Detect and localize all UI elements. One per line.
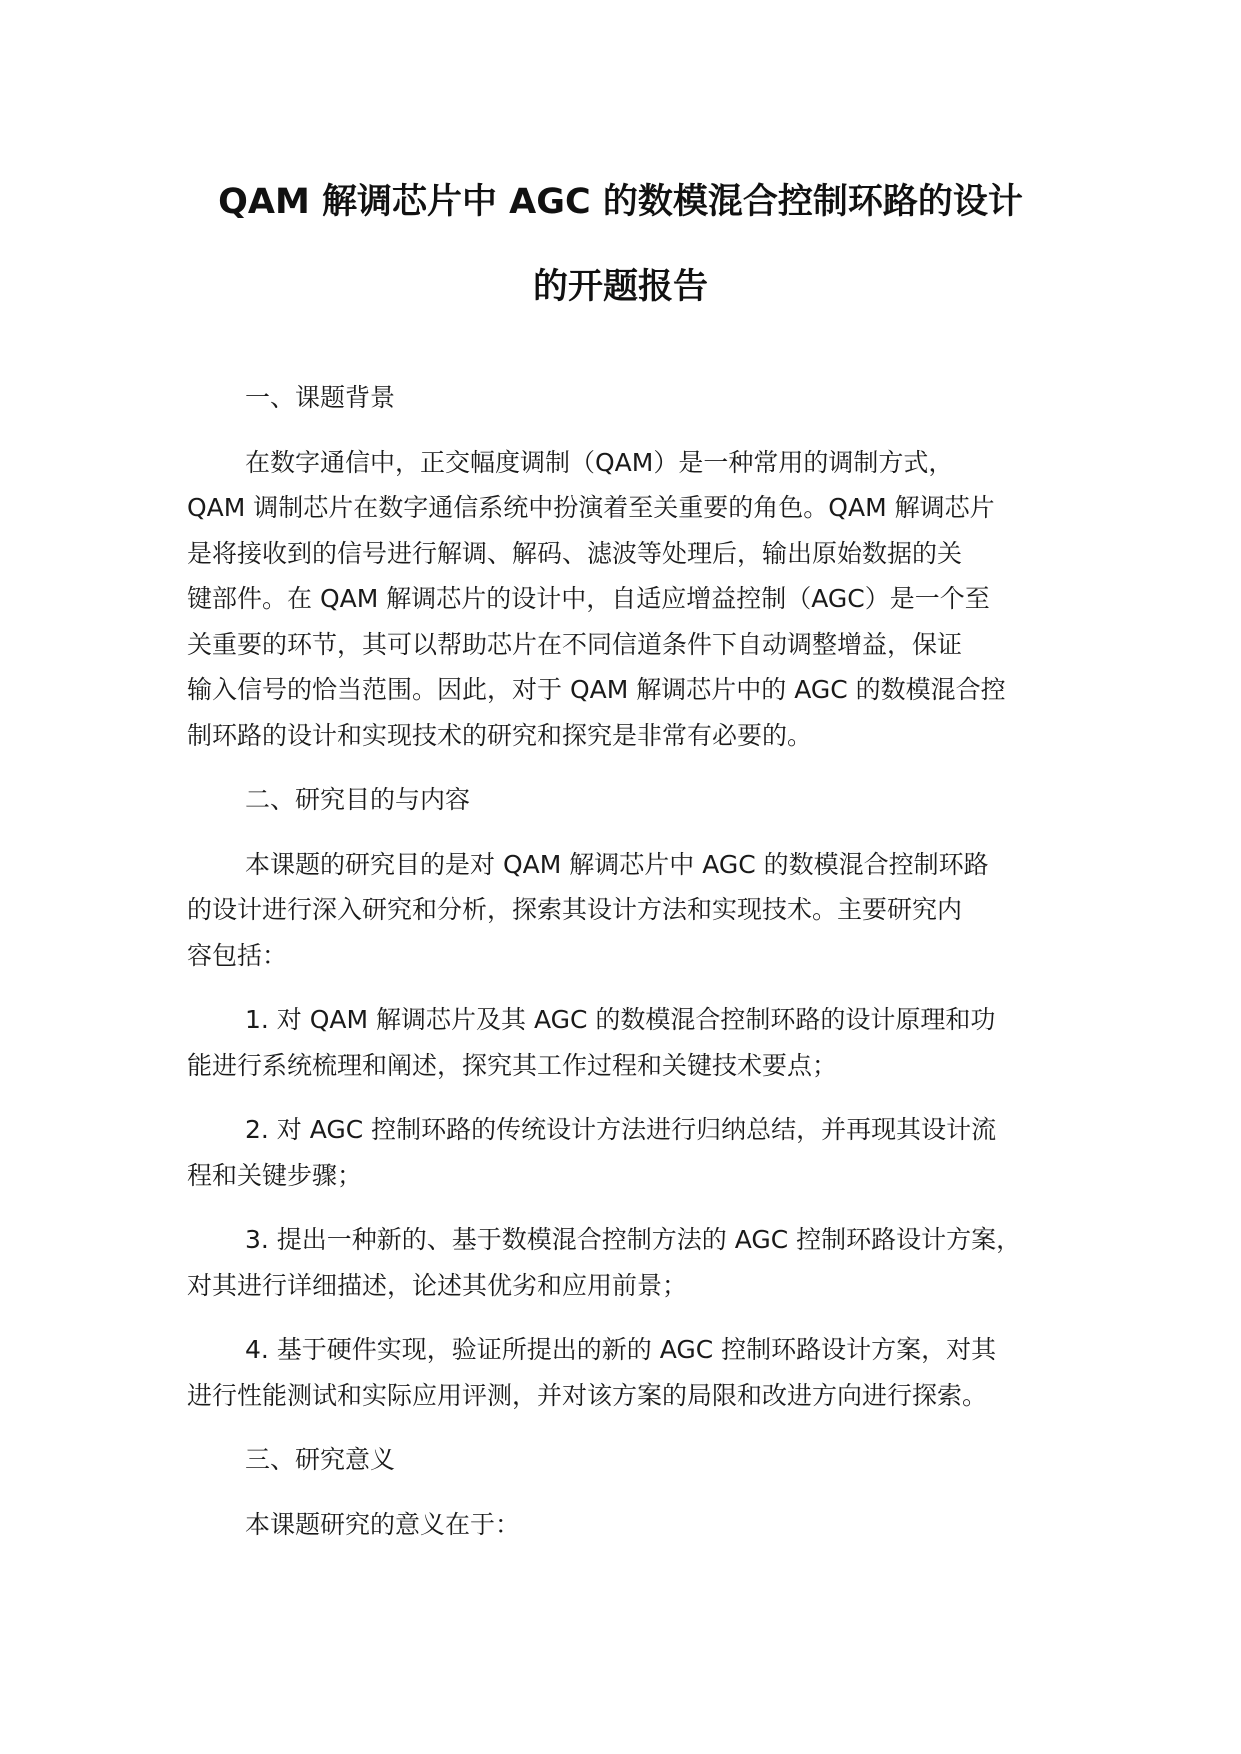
heading-text: 二、研究目的与内容: [245, 785, 471, 814]
list-item-line: 3. 提出一种新的、基于数模混合控制方法的 AGC 控制环路设计方案，: [245, 1225, 1022, 1254]
paragraph-significance: [187, 1502, 1087, 1548]
list-item-1: [187, 997, 1087, 1088]
paragraph-line: 键部件。在 QAM 解调芯片的设计中，自适应增益控制（AGC）是一个至: [187, 584, 990, 613]
list-item-4: [187, 1327, 1087, 1418]
list-item-3: [187, 1217, 1087, 1308]
section-heading-background: [187, 375, 1087, 421]
paragraph-line: 在数字通信中，正交幅度调制（QAM）是一种常用的调制方式，: [245, 447, 954, 477]
paragraph-line: 本课题研究的意义在于：: [245, 1509, 521, 1539]
paragraph-line: 制环路的设计和实现技术的研究和探究是非常有必要的。: [187, 720, 813, 750]
heading-text: 三、研究意义: [245, 1445, 396, 1474]
list-item-line: 对其进行详细描述，论述其优劣和应用前景；: [187, 1270, 688, 1300]
paragraph-line: 容包括：: [187, 940, 288, 970]
paragraph-line: 输入信号的恰当范围。因此，对于 QAM 解调芯片中的 AGC 的数模混合控: [187, 675, 1006, 704]
list-item-line: 进行性能测试和实际应用评测，并对该方案的局限和改进方向进行探索。: [187, 1380, 988, 1410]
list-item-line: 能进行系统梳理和阐述，探究其工作过程和关键技术要点；: [187, 1050, 838, 1080]
document-body: [187, 375, 1087, 1566]
list-item-line: 2. 对 AGC 控制环路的传统设计方法进行归纳总结，并再现其设计流: [245, 1115, 997, 1144]
section-heading-significance: [187, 1437, 1087, 1483]
document-title-line-2: 的开题报告: [532, 267, 708, 307]
paragraph-line: QAM 调制芯片在数字通信系统中扮演着至关重要的角色。QAM 解调芯片: [187, 493, 995, 522]
list-item-line: 程和关键步骤；: [187, 1160, 363, 1190]
paragraph-line: 的设计进行深入研究和分析，探索其设计方法和实现技术。主要研究内: [187, 895, 963, 924]
heading-text: 一、课题背景: [245, 383, 396, 412]
paragraph-line: 本课题的研究目的是对 QAM 解调芯片中 AGC 的数模混合控制环路: [245, 849, 989, 879]
list-item-line: 1. 对 QAM 解调芯片及其 AGC 的数模混合控制环路的设计原理和功: [245, 1005, 996, 1034]
paragraph-line: 是将接收到的信号进行解调、解码、滤波等处理后，输出原始数据的关: [187, 538, 963, 568]
list-item-line: 4. 基于硬件实现，验证所提出的新的 AGC 控制环路设计方案，对其: [245, 1335, 997, 1364]
section-heading-purpose: [187, 777, 1087, 823]
list-item-2: [187, 1107, 1087, 1198]
paragraph-purpose: [187, 842, 1087, 979]
document-title-line-1: QAM 解调芯片中 AGC 的数模混合控制环路的设计: [218, 182, 1023, 222]
paragraph-background: [187, 440, 1087, 759]
paragraph-line: 关重要的环节，其可以帮助芯片在不同信道条件下自动调整增益，保证: [187, 629, 963, 659]
